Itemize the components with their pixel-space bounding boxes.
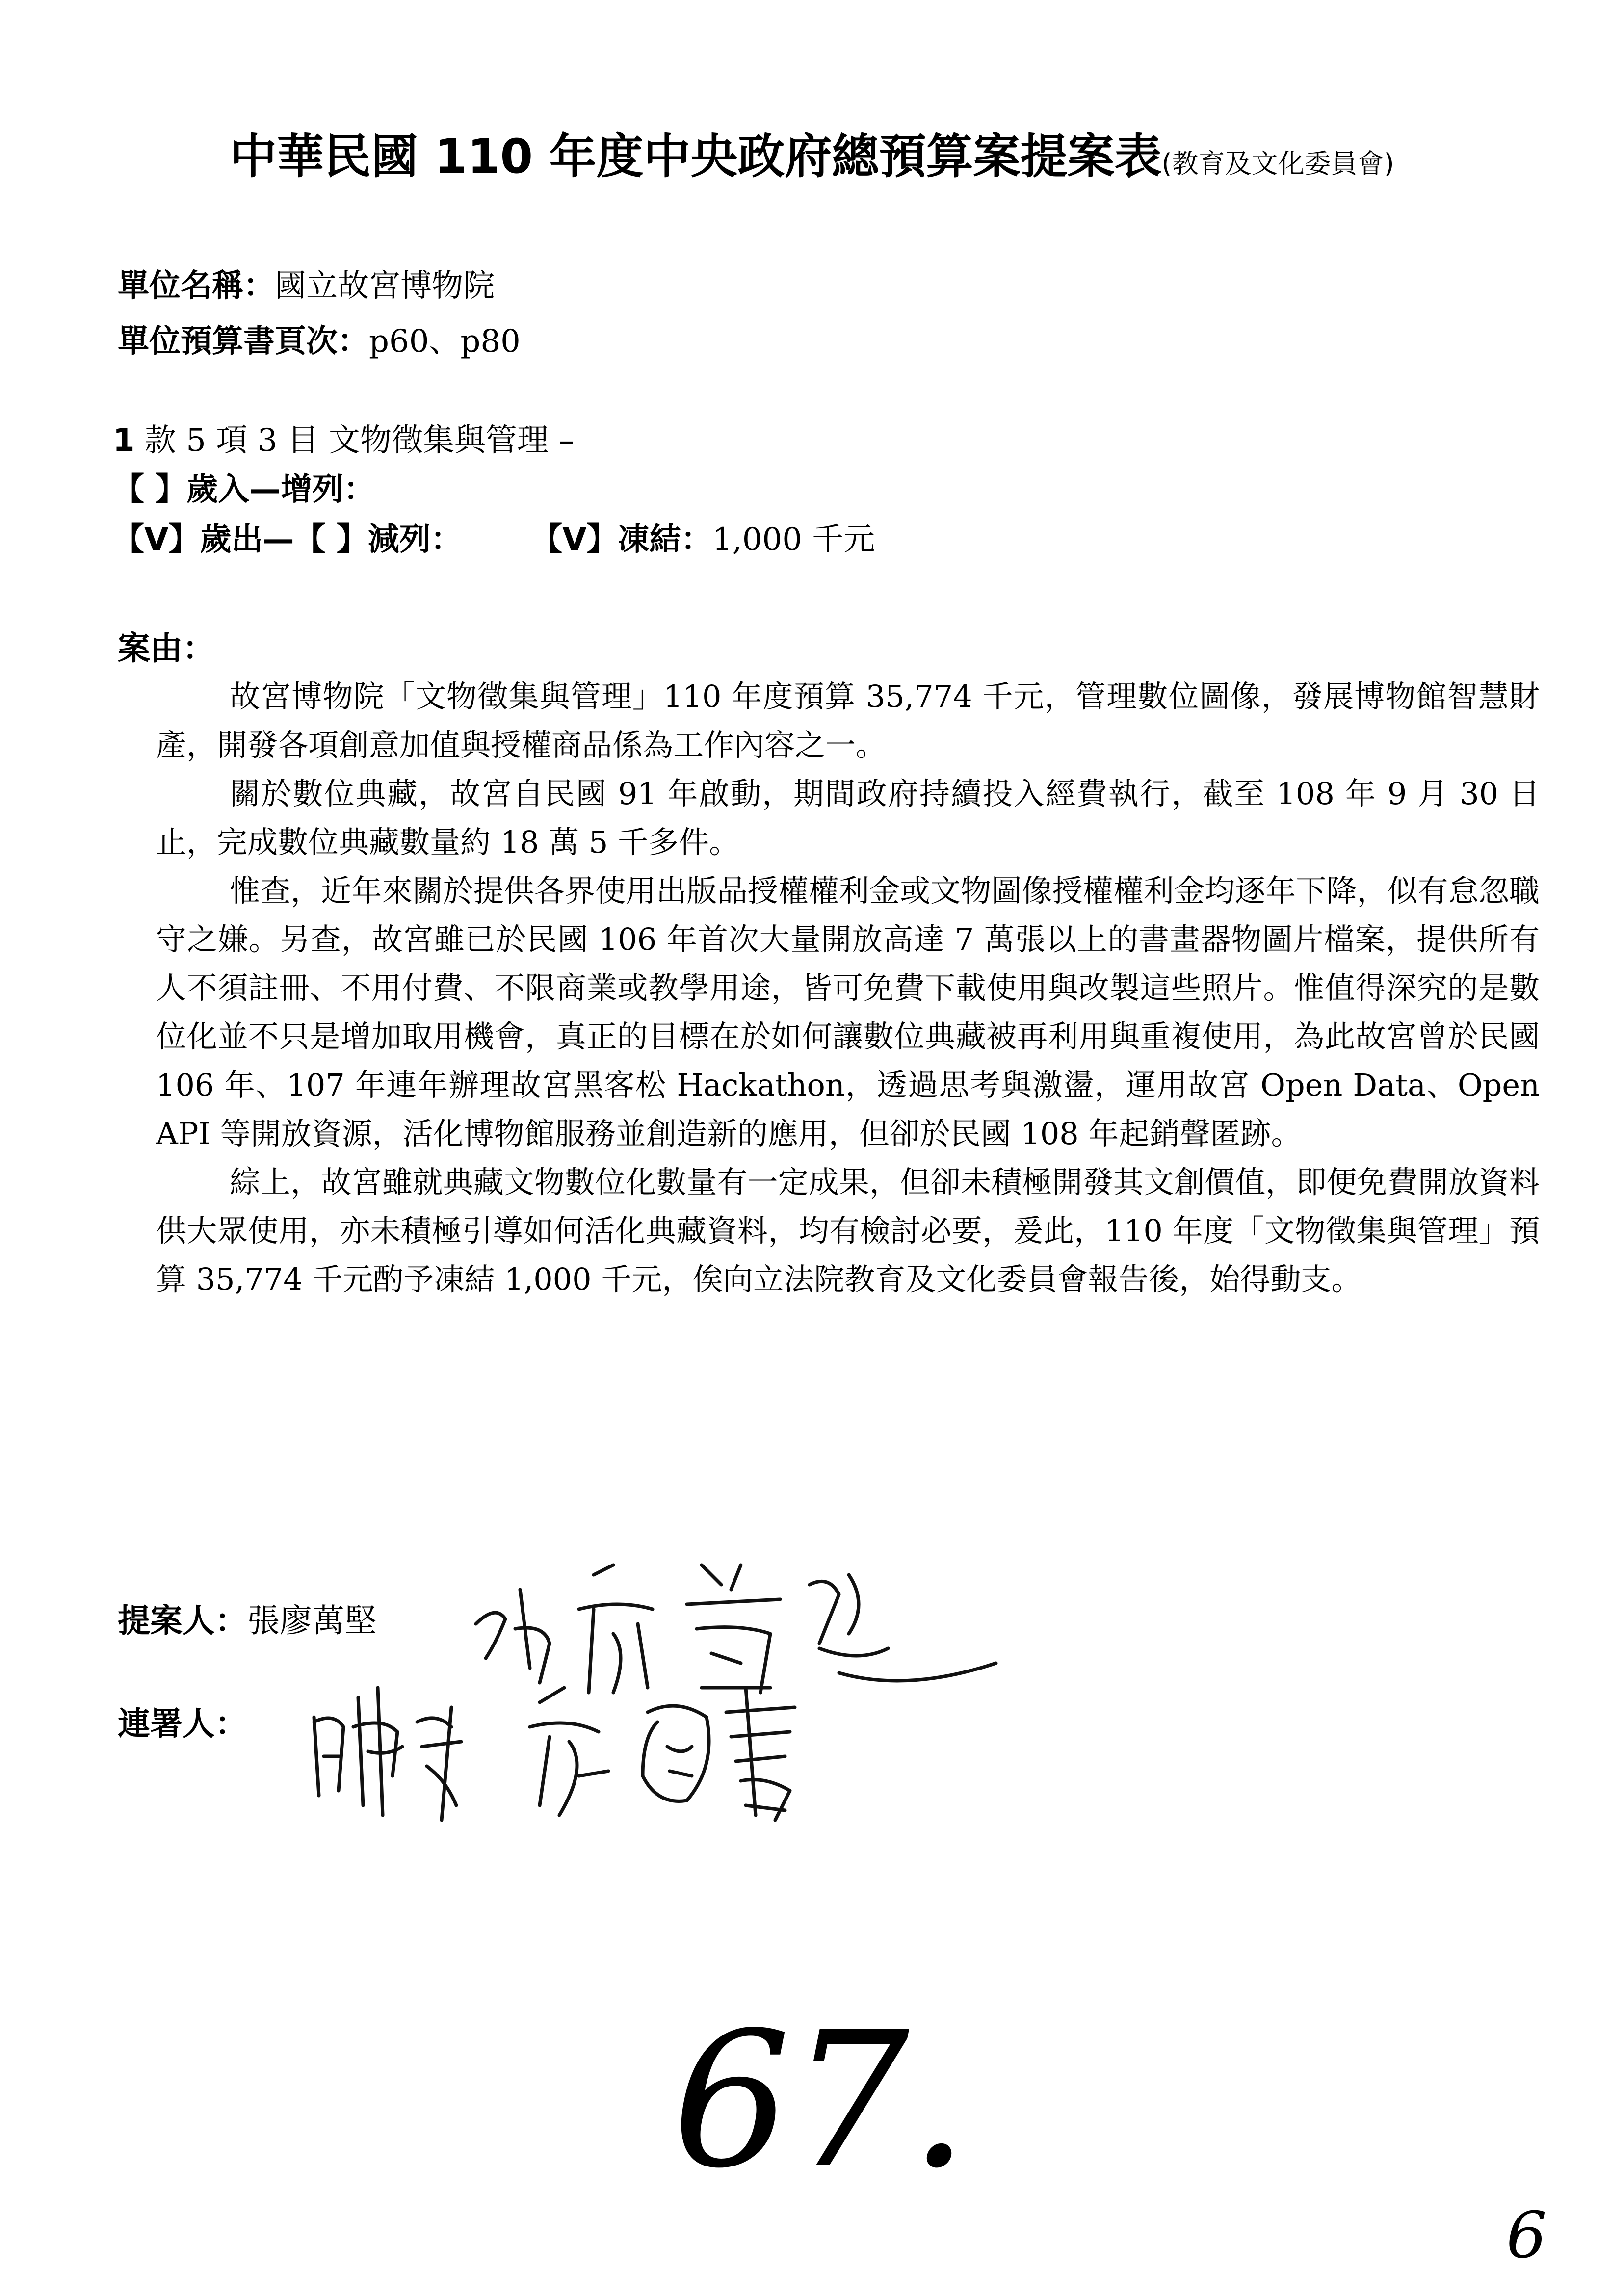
unit-name-label: 單位名稱：: [118, 268, 275, 304]
budget-expense-row: [113, 521, 875, 559]
reason-paragraph: 惟查，近年來關於提供各界使用出版品授權權利金或文物圖像授權權利金均逐年下降，似有怠忽職守之嫌。另查，故宮雖已於民國 106 年首次大量開放高達 7 萬張以上的書畫器物圖片檔案，提供所有人不須註冊、不用付費、不限商業或教學用途，皆可免費下載使用與改製這些照片。惟值得深究的是數位化並不只是增加取用機會，真正的目標在於如何讓數位典藏被再利用與重複使用，為此故宮曾於民國 106 年、107 年連年辦理故宮黑客松 Hackathon，透過思考與激盪，運用故宮 Open Data、Open API 等開放資源，活化博物館服務並創造新的應用，但卻於民國 108 年起銷聲匿跡。: [156, 873, 1540, 1151]
proposer-row: [118, 1594, 377, 1641]
reason-paragraph: 故宮博物院「文物徵集與管理」110 年度預算 35,774 千元，管理數位圖像，發展博物館智慧財產，開發各項創意加值與授權商品係為工作內容之一。: [156, 678, 1540, 763]
cosigner-signatures: [304, 1658, 883, 1835]
budget-freeze-value: 1,000 千元: [712, 522, 875, 558]
unit-pages-value: p60、p80: [369, 323, 521, 360]
cosigners-row: [118, 1697, 247, 1744]
proposer-label: 提案人：: [118, 1602, 247, 1640]
cosigners-label: 連署人：: [118, 1705, 247, 1743]
budget-expense: 【V】歲出—【 】減列：: [113, 522, 462, 558]
reason-body: [156, 672, 1540, 1304]
title-committee: (教育及文化委員會): [1161, 148, 1394, 179]
reason-paragraph: 綜上，故宮雖就典藏文物數位化數量有一定成果，但卻未積極開發其文創價值，即便免費開放資料供大眾使用，亦未積極引導如何活化典藏資料，均有檢討必要，爰此，110 年度「文物徵集與管理」預算 35,774 千元酌予凍結 1,000 千元，俟向立法院教育及文化委員會報告後，始得動支。: [156, 1164, 1540, 1297]
title-main: 中華民國 110 年度中央政府總預算案提案表: [230, 129, 1162, 184]
budget-item: 款 5 項 3 目 文物徵集與管理 –: [144, 422, 575, 459]
budget-revenue: 【 】歲入—增列：: [113, 471, 375, 508]
budget-revenue-row: [113, 471, 375, 509]
unit-name-value: 國立故宮博物院: [275, 268, 495, 304]
reason-label: 案由：: [118, 629, 215, 667]
unit-name-row: [118, 267, 495, 305]
unit-pages-row: [118, 323, 521, 361]
reason-paragraph: 關於數位典藏，故宮自民國 91 年啟動，期間政府持續投入經費執行，截至 108 年 9 月 30 日止，完成數位典藏數量約 18 萬 5 千多件。: [156, 776, 1540, 860]
budget-item-number: 1: [113, 422, 135, 459]
document-title: [0, 129, 1624, 185]
handwritten-number: 67.: [672, 1992, 969, 2209]
unit-pages-label: 單位預算書頁次：: [118, 323, 369, 360]
proposer-name: 張廖萬堅: [247, 1602, 377, 1640]
page-number: 6: [1506, 2198, 1547, 2272]
budget-freeze-label: 【V】凍結：: [531, 522, 712, 558]
budget-item-row: [113, 422, 574, 460]
